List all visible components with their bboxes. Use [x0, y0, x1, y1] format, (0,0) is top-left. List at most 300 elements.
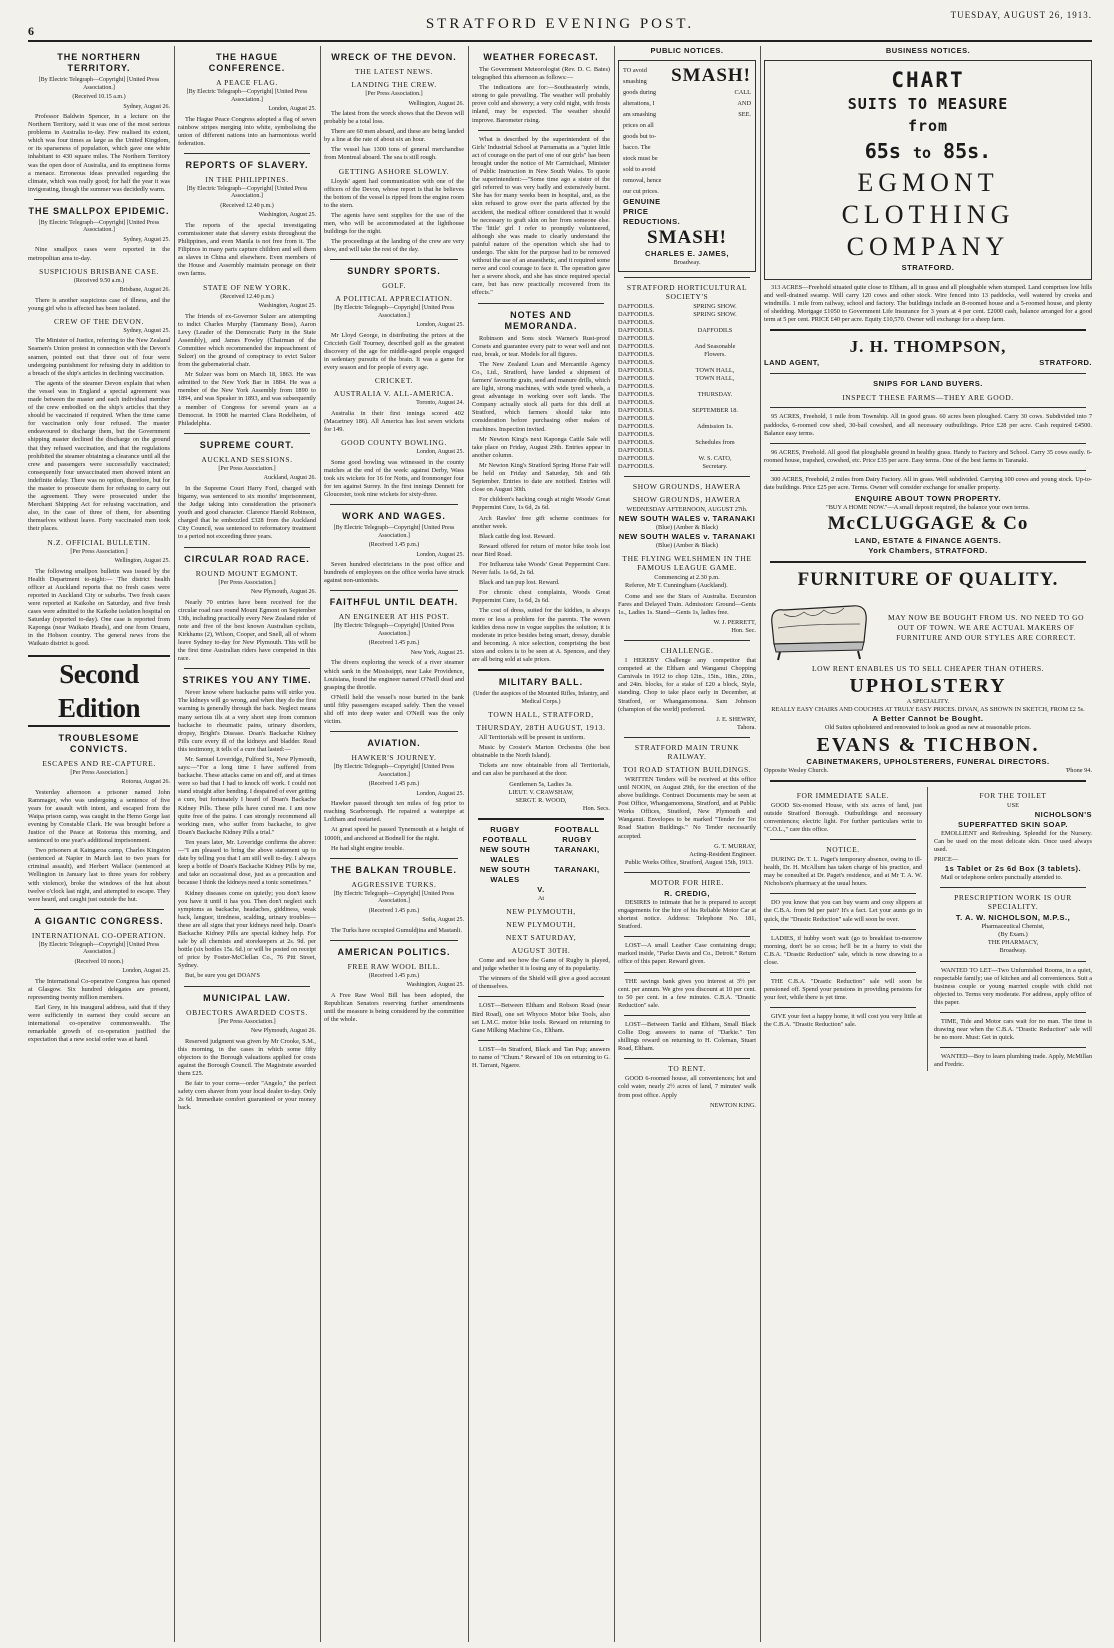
- show-detail: Flowers.: [704, 351, 726, 359]
- advert-body: Kidney diseases come on quietly; you don't know you have it until it has you. Then don't neglect such symptoms as backache, headaches, giddiness, weak back, languor, tiredness, scalding, urinary troubles—these are all signs that your kidneys need help. Doan's Backache Kidney Pills are special kidney help. For sale by all chemists and storekeepers at 2s. 9d. per bottle (six bottles 15s. 6d.) or will be posted on receipt of price by Foster-McClellan Co., 76 Pitt Street, Sydney.: [178, 889, 316, 970]
- note-item: Mr Newton King's next Kaponga Cattle Sale will take place on Friday, August 29th. Entries appear in another column.: [472, 435, 610, 459]
- smash-line: prices on all: [623, 122, 654, 129]
- chart-from: from: [907, 117, 949, 135]
- daffodils-word: DAFFODILS.: [618, 375, 655, 383]
- article-body: Professor Baldwin Spencer, in a lecture on the Northern Territory, said it was one of the most serious problems in Australia to-day. Few realised its extent, which was four times as large as the United Kingdom, or its sparseness of population, which gave one white inhabitant to 430 square miles. The Northern Territory was the open door of Australia, and its emptiness forms a menace. Erroneous ideas prevailed regarding the climate, which was really good; for half the year it was invigorating, though the summer was decidedly warm.: [28, 113, 170, 193]
- daffodil-row: [618, 343, 756, 351]
- headline: WEATHER FORECAST.: [483, 52, 599, 62]
- smash-line: alterations, I: [623, 100, 655, 107]
- article-body: The proceedings at the landing of the crew are very slow, and will take the rest of the day.: [324, 238, 464, 254]
- wire-credit: [By Electric Telegraph—Copyright] [United Press Association.]: [38, 219, 160, 234]
- advert-body: Referee, Mr T. Cunningham (Auckland).: [625, 582, 728, 590]
- headline: A GIGANTIC CONGRESS.: [34, 915, 164, 926]
- divider: [940, 1012, 1086, 1013]
- divider: [624, 1015, 750, 1016]
- article-body: The indications are for:—Southeasterly winds, strong to gale prevailing. The weather will probably prove cold and showery; a very cold night, with frosts inland, may be expected. The weather should improve. Barometer rising.: [472, 84, 610, 124]
- daffodil-row: [618, 399, 756, 407]
- company-name: EGMONT CLOTHING: [841, 168, 1015, 229]
- match-colours: (Blue) (Amber & Black): [655, 524, 719, 532]
- show-detail: SPRING SHOW.: [693, 303, 737, 311]
- subheadline: IN THE PHILIPPINES.: [205, 174, 289, 184]
- headline: CIRCULAR ROAD RACE.: [184, 553, 310, 564]
- chart-advert: [764, 60, 1092, 280]
- smash-right-text: [671, 87, 751, 120]
- divider: [624, 872, 750, 873]
- subheadline: A PEACE FLAG.: [216, 78, 278, 87]
- farms-list: [764, 407, 1092, 492]
- show-detail: DAFFODILS: [697, 327, 733, 335]
- show-detail: And Seasonable: [694, 343, 736, 351]
- column-2: [178, 46, 316, 1642]
- wire-credit: [By Electric Telegraph—Copyright] [United Press Association.]: [333, 623, 455, 637]
- second-edition-banner: Second Edition: [28, 655, 170, 727]
- daffodils-word: DAFFODILS.: [618, 439, 655, 447]
- classified: EMOLLIENT and Refreshing. Splendid for the Nursery. Can be used on the most delicate skin. Once used always used.: [934, 829, 1092, 853]
- classified: GIVE your feet a happy home, it will cost you very little at the C.B.A. "Drastic Reduction" sale.: [764, 1013, 922, 1029]
- dateline: London, August 25.: [416, 790, 464, 797]
- advert-body: Come and see how the Game of Rugby is played, and judge whether it is losing any of its popularity.: [472, 957, 610, 973]
- buy-a-home: "BUY A HOME NOW."—A small deposit required, the balance your own terms.: [826, 504, 1030, 512]
- divider: [624, 476, 750, 477]
- wire-credit: [Per Press Association.]: [70, 769, 128, 776]
- show-detail: Schedules from: [695, 439, 735, 447]
- wire-credit: [Per Press Association.]: [70, 548, 128, 555]
- divider: [330, 858, 458, 859]
- subheadline: GOLF.: [382, 281, 406, 291]
- wire-credit: [By Electric Telegraph—Copyright] [United Press Association.]: [186, 89, 308, 103]
- divider: [478, 130, 604, 131]
- note-item: Robinson and Sons stock Warner's Rust-proof Corsets and guarantee every pair to wear well and not rust, break, or tear. Models for all figures.: [472, 334, 610, 358]
- column-3: [324, 46, 464, 1642]
- advert-body: Come and see the Stars of Australia. Excursion Fares and Delayed Train. Admission: Ground—Gents 1s., Ladies 1s. Stand—Gents 1s, ladies free.: [618, 592, 756, 616]
- received-time: (Received 1.45 p.m.): [368, 781, 420, 788]
- show-detail: TOWN HALL,: [695, 375, 735, 383]
- classified: WANTED—Boy to learn plumbing trade. Apply, McMillan and Fredric.: [934, 1053, 1092, 1069]
- divider: [624, 277, 750, 278]
- wire-credit: [Per Press Association.]: [218, 465, 276, 472]
- smash-line: removal, hence: [623, 177, 662, 184]
- smash-line: smashing: [623, 78, 647, 85]
- classified: LOST—Between Eltham and Robson Road (near Bird Road), one set Whyoco Motor bike Tools, also set L.M.C. motor bike tools. Reward on returning to Gane Milking Machine Co., Eltham.: [472, 1002, 610, 1034]
- dateline: London, August 25.: [416, 322, 464, 329]
- show-detail: [674, 447, 756, 455]
- torent-title: TO RENT.: [668, 1064, 706, 1074]
- advert-body: I HEREBY Challenge any competitor that competed at the Eltham and Wanganui Chopping Carnivals in 1912 to chop 12in., 15in., 18in., 20in., and 24in. blocks, for a stake of £20 a block, Style, standing. Chop to take place early in December, at Stratford, or Whangamomona. Sam Johnson (champion of the world) preferred.: [618, 657, 756, 713]
- received-time: (Received 12.40 p.m.): [220, 293, 274, 300]
- headline: TROUBLESOME CONVICTS.: [58, 732, 140, 754]
- wire-credit: [By Electric Telegraph—Copyright] [United Press Association.]: [38, 77, 160, 91]
- issue-date: TUESDAY, AUGUST 26, 1913.: [950, 10, 1092, 20]
- wire-credit: [By Electric Telegraph—Copyright] [United Press Association.]: [333, 525, 455, 539]
- wire-credit: [By Electric Telegraph—Copyright] [United Press Association.]: [38, 941, 160, 956]
- dateline: London, August 25.: [416, 449, 464, 456]
- price-to: to: [912, 144, 931, 162]
- show-detail: THURSDAY.: [697, 391, 733, 399]
- headline: AVIATION.: [367, 738, 421, 749]
- classified: WANTED TO LET—Two Unfurnished Rooms, in a quiet, respectable family; use of kitchen and all conveniences. Suit a business couple or young married couple with child not objected to. Terms very moderate. For address, apply office of this paper.: [934, 966, 1092, 1006]
- subheadline: N.Z. OFFICIAL BULLETIN.: [47, 537, 151, 547]
- daffodils-word: DAFFODILS.: [618, 367, 655, 375]
- daffodil-row: [618, 455, 756, 463]
- divider: [770, 929, 916, 930]
- subheadline: GETTING ASHORE SLOWLY.: [338, 166, 450, 176]
- headline: THE SMALLPOX EPIDEMIC.: [28, 205, 170, 216]
- wire-credit: [By Electric Telegraph—Copyright] [United Press Association.]: [333, 764, 455, 778]
- exam: (By Exam.): [998, 931, 1028, 939]
- article-body: In the Supreme Court Harry Ford, charged with bigamy, was sentenced to six months' imprisonment, the Judge taking into consideration the prisoner's youth and good character. Clarence Harold Robinson, charged that he embezzled £328 from the Auckland City Council, was sentenced to reformatory treatment to a period not exceeding three years.: [178, 484, 316, 541]
- toilet-use: USE: [1007, 801, 1019, 809]
- company-town: STRATFORD.: [901, 263, 955, 272]
- chart-price: [771, 137, 1085, 167]
- football-place: NEW PLYMOUTH,: [506, 907, 576, 917]
- article-body: Nearly 70 entries have been received for the circular road race round Mount Egmont on September 13th, including practically every New Zealand rider of note and five of the best known Australian cyclists, Kirkhams (2), Wilson, Cooper, and Snell, all of whom leave Sydney to-day for New Plymouth. This will be the first time Australian riders have competed in this race.: [178, 598, 316, 663]
- smash-word: SMASH!: [647, 227, 727, 248]
- divider: [478, 303, 604, 304]
- dateline: London, August 25.: [416, 551, 464, 558]
- column-rule: [174, 46, 175, 1642]
- ball-signature: LIEUT. V. CRAWSHAW,: [508, 788, 574, 796]
- show-detail: Admission 1s.: [696, 423, 734, 431]
- note-item: Black cattle dog lost. Reward.: [479, 532, 555, 540]
- small-ads: [764, 893, 922, 1029]
- signature: NEWTON KING.: [709, 1101, 756, 1109]
- daffodils-word: DAFFODILS.: [618, 359, 655, 367]
- smash-line: AND: [737, 100, 751, 107]
- furniture-block: [764, 592, 1092, 664]
- advertiser-name: CHARLES E. JAMES,: [645, 249, 729, 258]
- dateline: Wellington, August 26.: [408, 100, 464, 107]
- classified: LOST—In Stratford, Black and Tan Pup; answers to name of "Chum." Reward of 10s on returning to G. H. Tarrant, Ngaere.: [472, 1045, 610, 1069]
- football-when: NEXT SATURDAY,: [505, 933, 577, 943]
- farm-listing: 95 ACRES, Freehold, 1 mile from Township. All in good grass. 60 acres been ploughed. Carry 30 cows. Subdivided into 7 paddocks, 6-roomed cow shed, 30-bail cowshed, and all necessary outbuildings. Price £28 per acre. Cash required £4500. Balance easy terms.: [764, 413, 1092, 437]
- toilet-price: PRICE—: [934, 855, 959, 863]
- daffodils-word: DAFFODILS.: [618, 447, 655, 455]
- kickoff-time: Commencing at 2.30 p.m.: [654, 574, 720, 582]
- furniture-copy: MAY NOW BE BOUGHT FROM US. NO NEED TO GO OUT OF TOWN. WE ARE ACTUAL MAKERS OF FURNITURE AND OUR STYLES ARE CORRECT.: [888, 613, 1084, 643]
- subheadline: HAWKER'S JOURNEY.: [351, 753, 437, 763]
- subheadline: A POLITICAL APPRECIATION.: [335, 294, 453, 304]
- received-time: (Received 10 noon.): [74, 958, 124, 965]
- show-detail: [674, 383, 756, 391]
- column-rule: [320, 46, 321, 1642]
- team-name: NEW SOUTH WALES: [479, 844, 531, 864]
- classified: GOOD 6-roomed house, all conveniences; hot and cold water, nearly 2½ acres of land, 7 minutes' walk from post office. Apply: [618, 1075, 756, 1099]
- subheadline: CRICKET.: [374, 376, 414, 386]
- signature: Acting-Resident Engineer.: [689, 850, 756, 858]
- advert-body: But, be sure you get DOAN'S: [185, 972, 260, 980]
- divider: [478, 818, 604, 820]
- headline: STRIKES YOU ANY TIME.: [182, 675, 312, 686]
- divider: [770, 373, 1086, 374]
- toilet-soap: SUPERFATTED SKIN SOAP.: [958, 819, 1068, 829]
- show-detail: [674, 415, 756, 423]
- smash-layout: [623, 65, 751, 197]
- ball-signature: SERGT. R. WOOD,: [515, 796, 567, 804]
- daffodil-row: [618, 383, 756, 391]
- show-detail: [674, 359, 756, 367]
- smash-line: TO avoid: [623, 67, 647, 74]
- classified: LOST—Between Tariki and Eltham, Small Black Collie Dog; answers to name of "Darkie." Ten shillings reward on returning to H. Coleman, Stuart Road, Eltham.: [618, 1020, 756, 1053]
- dateline: New Plymouth, August 26.: [250, 1028, 316, 1035]
- advert-body: Music by Crosier's Marton Orchestra (the best obtainable in the North Island).: [472, 744, 610, 760]
- daffodils-word: DAFFODILS.: [618, 455, 655, 463]
- daffodils-word: DAFFODILS.: [618, 303, 655, 311]
- daffodil-row: [618, 327, 756, 335]
- daffodils-word: DAFFODILS.: [618, 351, 655, 359]
- article-body: The International Co-operative Congress has opened at Glasgow. Six hundred delegates are present, representing twenty million members.: [28, 977, 170, 1001]
- show-detail: [674, 335, 756, 343]
- divan-sketch-icon: [764, 594, 874, 662]
- smash-line: sold to avoid: [623, 166, 656, 173]
- classified: Mail or telephone orders punctually attended to.: [941, 874, 1063, 882]
- football-label: FOOTBALL RUGBY: [554, 824, 600, 844]
- dateline: New York, August 25.: [410, 649, 464, 656]
- classified: LOST—A small Leather Case containing drugs; marked inside, "Parke Davis and Co., Detroit." Return office of this paper. Reward given.: [618, 942, 756, 966]
- chart-wordmark: CHART: [891, 68, 965, 92]
- advert-body: Public Works Office, Stratford, August 15th, 1913.: [625, 858, 753, 866]
- section-header: PUBLIC NOTICES.: [650, 46, 724, 55]
- motor-title: MOTOR FOR HIRE.: [650, 877, 724, 887]
- evans-line: [764, 767, 1092, 775]
- divider: [770, 972, 916, 973]
- classified: THE C.B.A. "Drastic Reduction" sale will soon be pensioned off. Spend your pensions in providing pensions for your feet, while there is yet time.: [764, 978, 922, 1002]
- wire-credit: [Per Press Association.]: [365, 91, 423, 97]
- article-body: Two prisoners at Kaingaroa camp, Charles Kingston (sentenced at Napier in March last to two years for criminal assault), and Herbert Wallace (sentenced at Wellington in January last to three years for robbery with violence), broke the windows of the hut about twelve o'clock last night, and attempted to escape. They were heard, and caught just outside the hut.: [28, 847, 170, 903]
- mccluggage-addr: York Chambers, STRATFORD.: [868, 546, 988, 556]
- ball-venue: TOWN HALL, STRATFORD,: [488, 710, 594, 720]
- show-detail: TOWN HALL,: [695, 367, 735, 375]
- divider: [770, 893, 916, 894]
- match-line: NEW SOUTH WALES v. TARANAKI: [618, 514, 756, 524]
- note-item: For children's hacking cough at night Woods' Great Peppermint Cure, 1s 6d, 2s 6d.: [472, 496, 610, 512]
- agent-line: [764, 358, 1092, 368]
- column-4: [472, 46, 610, 1642]
- divider: [940, 961, 1086, 962]
- article-body: Mr Lloyd George, in distributing the prizes at the Criccieth Golf Tourney, described golf as the greatest discovery of the age for middle-aged people engaged in sedentary pursuits of the brain. It was a game for every season and for people of every age.: [324, 331, 464, 372]
- snips-heading: SNIPS FOR LAND BUYERS.: [873, 379, 983, 389]
- daffodil-row: [618, 367, 756, 375]
- masthead-rule: [28, 40, 1092, 42]
- masthead: [28, 10, 1092, 46]
- dateline: Wellington, August 25.: [114, 558, 170, 565]
- divider: [770, 839, 916, 840]
- ball-signature: Hon. Secs.: [582, 804, 610, 812]
- classified: LADIES, if hubby won't wait (go to breakfast to-morrow morning, don't be so cross; he'll be in a hurry to visit the C.B.A. "Drastic Reduction" sale, which is now drawing to a close.: [764, 934, 922, 966]
- divider: [34, 909, 164, 910]
- bottom-left: [764, 787, 928, 1072]
- headline: MUNICIPAL LAW.: [203, 992, 291, 1003]
- subheadline: SUSPICIOUS BRISBANE CASE.: [39, 266, 159, 276]
- divider: [330, 259, 458, 260]
- article-body: Reserved judgment was given by Mr Crooke, S.M., this morning, in the cases in which some fifty objectors to the Borough valuations applied for costs against the Borough Council. The Magistrate awarded them £25.: [178, 1037, 316, 1077]
- article-body: The agents have sent supplies for the use of the men, who will be accommodated at the lighthouse buildings for the night.: [324, 211, 464, 236]
- football-when: AUGUST 30TH.: [511, 946, 571, 956]
- daffodil-row: [618, 375, 756, 383]
- dateline: Washington, August 25.: [258, 303, 316, 310]
- article-body: A Free Raw Wool Bill has been adopted, the Republican Senators reserving further amendments until the measure is being considered by the committee of the whole.: [324, 991, 464, 1024]
- divider: [478, 1040, 604, 1041]
- agent-town: STRATFORD.: [1039, 358, 1092, 368]
- divider: [770, 470, 1086, 471]
- advert-body: Tickets are now obtainable from all Territorials, and can also be purchased at the door.: [472, 762, 610, 778]
- article-body: The friends of ex-Governor Sulzer are attempting to indict Charles Murphy (Tammany Boss), Aaron Levy (Leader of the Democratic Party in the State Assembly), and James Fowley (Chairman of the Committee which recommended the impeachment of Sulzer) on the ground of conspiracy to evict Sulzer from the gubernatorial chair.: [178, 312, 316, 369]
- football-match: [472, 865, 610, 885]
- team-name: NEW SOUTH WALES: [479, 864, 531, 884]
- column-rule: [468, 46, 469, 1642]
- subheadline: CREW OF THE DEVON.: [53, 316, 145, 326]
- dateline: Sydney, August 26.: [123, 103, 170, 110]
- daffodil-row: [618, 431, 756, 439]
- smash-line: am smashing: [623, 111, 657, 118]
- headline: THE NORTHERN TERRITORY.: [57, 52, 141, 73]
- sale-title: FOR IMMEDIATE SALE.: [796, 790, 890, 800]
- daffodils-word: DAFFODILS.: [618, 311, 655, 319]
- subheadline: FREE RAW WOOL BILL.: [347, 961, 441, 971]
- divider: [330, 731, 458, 732]
- daffodil-row: [618, 351, 756, 359]
- divider: [330, 940, 458, 941]
- advert-body: Be fair to your corns—order "Angelo," the perfect safety corn shaver from your local dealer to-day. Only 2s 6d. Immediate comfort guaranteed or your money back.: [178, 1080, 316, 1112]
- daffodil-row: [618, 447, 756, 455]
- daffodils-word: DAFFODILS.: [618, 335, 655, 343]
- versus: V.: [537, 884, 545, 894]
- notes-list: [472, 335, 610, 606]
- article-body: Earl Grey, in his inaugural address, said that if they were sufficiently in earnest they could secure an international co-operative commonwealth. The remarkable growth of co-operation justified the expectation that a new social order was at hand.: [28, 1004, 170, 1044]
- headline: SUPREME COURT.: [199, 439, 295, 450]
- article-body: The agents of the steamer Devon explain that when the vessel was in England a special agreement was made between the master and each individual member of the crew embodied on the ship's articles that they should be vaccinated if required. When the time came for vaccination only four refused. The master endeavoured to discharge them, but the Government shipping master declined the discharge on the ground that they refused vaccination, and that the regulations prohibited the steamer obtaining a clearance until all the crew and passengers were successfully vaccinated; consequently four unvaccinated men showed intent an indefinite delay. There was no option, therefore, but for the master to prosecute them for refusing to carry out the agreement. They were prosecuted under the Merchant Shipping Act for refusing vaccination, and also, in the case of three of them, for absenting themselves without leave. Forty vaccinated men took their places.: [28, 379, 170, 533]
- daffodils-word: DAFFODILS.: [618, 399, 655, 407]
- ball-auspices: (Under the auspices of the Mounted Rifles, Infantry, and Medical Corps.): [473, 691, 609, 705]
- divider: [770, 329, 1086, 331]
- mccluggage-name: McCLUGGAGE & Co: [827, 513, 1029, 535]
- inspect-heading: INSPECT THESE FARMS—THEY ARE GOOD.: [842, 393, 1014, 403]
- column-1: [28, 46, 170, 1642]
- company-name: COMPANY: [846, 232, 1010, 261]
- received-time: (Received 1.45 p.m.): [368, 907, 420, 914]
- subheadline: AGGRESSIVE TURKS.: [351, 879, 437, 889]
- daffodils-word: DAFFODILS.: [618, 383, 655, 391]
- article-body: O'Neill held the vessel's nose buried in the bank until fifty passengers escaped safely. Then the vessel slid off into deep water and O'Neill was the only victim.: [324, 693, 464, 726]
- column-6: [764, 46, 1092, 1642]
- article-body: Australia in their first innings scored 402 (Macartney 186). All America has lost seven wickets for 149.: [324, 409, 464, 434]
- advertiser-address: Broadway.: [673, 259, 701, 266]
- evans-name: EVANS & TICHBON.: [816, 733, 1040, 756]
- article-body: There are 60 men aboard, and these are being landed by a line at the rate of about six an hour.: [324, 128, 464, 144]
- note-item: Black and tan pup lost. Reward.: [479, 579, 560, 587]
- headline: AMERICAN POLITICS.: [337, 946, 451, 957]
- wire-credit: [By Electric Telegraph—Copyright] [United Press Association.]: [333, 890, 455, 905]
- smash-line: CALL: [734, 89, 751, 96]
- smash-price: PRICE: [623, 207, 649, 216]
- better: A Better Cannot be Bought.: [872, 714, 984, 724]
- football-label: RUGBY FOOTBALL: [482, 824, 528, 844]
- subheadline: LANDING THE CREW.: [351, 80, 437, 89]
- classified: THE savings bank gives you interest at 3½ per cent. per annum. We give you discount at 10 per cent. to 50 per cent. in a few minutes. C.B.A. "Drastic Reduction" sale.: [618, 977, 756, 1009]
- broadway: Broadway.: [999, 947, 1027, 955]
- divider: [34, 199, 164, 200]
- daffodils-word: DAFFODILS.: [618, 423, 655, 431]
- signature: Tahora.: [737, 723, 756, 731]
- daffodil-row: [618, 391, 756, 399]
- paper-title: STRATFORD EVENING POST.: [425, 16, 695, 32]
- advert-body: The winners of the Shield will give a good account of themselves.: [472, 975, 610, 991]
- classified: GOOD Six-roomed House, with six acres of land, just outside Stratford Borough. Outbuildings and necessary conveniences; electric light. For further particulars write to "C.O.L.," care this office.: [764, 801, 922, 833]
- daffodils-advert: [618, 303, 756, 471]
- agent-name: J. H. THOMPSON,: [849, 337, 1007, 357]
- wire-credit: [By Electric Telegraph—Copyright] [United Press Association.]: [186, 185, 308, 200]
- section-header: BUSINESS NOTICES.: [885, 46, 971, 55]
- column-rule: [760, 46, 761, 1642]
- daffodil-row: [618, 415, 756, 423]
- horticultural-title: STRATFORD HORTICULTURAL SOCIETY'S: [626, 283, 748, 302]
- railway-subtitle: TOI ROAD STATION BUILDINGS.: [622, 764, 752, 774]
- divider: [624, 936, 750, 937]
- article-body: The cost of dress, suited for the kiddies, is always more or less a problem for the parents. The woven kiddies dress now in vogue supplies the solution; it is moderate in price besides being smart, dressy, durable and becoming. A nice selection, comprising the best sizes and colors is to be seen at A. Spences, and they are all being sold at sale prices.: [472, 607, 610, 663]
- smash-line: goods during: [623, 89, 657, 96]
- football-at: At: [537, 894, 545, 902]
- article-body: The following smallpox bulletin was issued by the Health Department to-night:— The district health officer at Auckland reports that no fresh cases were reported in Auckland City or suburbs. Two fresh cases were reported at Kaikohe on Saturday, and five fresh cases were admitted to the Kaikohe isolation hospital on Saturday (reported to-day). One case is reported from Kaponga (near Waikato Heads), and one from Oruaru, in the Hobson country. The general news from the Waikato district is good.: [28, 567, 170, 648]
- subheadline: OBJECTORS AWARDED COSTS.: [186, 1007, 308, 1017]
- dateline: Sydney, August 25.: [123, 327, 170, 334]
- article-body: The Hague Peace Congress adopted a flag of seven rainbow stripes merging into white, symbolising the union of different nations into an harmonious world federation.: [178, 115, 316, 147]
- dateline: London, August 25.: [268, 106, 316, 112]
- headline: THE BALKAN TROUBLE.: [331, 864, 457, 875]
- bottom-right: [934, 787, 1092, 1072]
- article-body: The vessel has 1300 tons of general merchandise from Montreal aboard. The sea is still rough.: [324, 146, 464, 162]
- bottom-split: [764, 787, 1092, 1072]
- divider: [770, 561, 1086, 563]
- land-listing: 313 ACRES—Freehold situated quite close to Eltham, all in grass and all ploughable when stumped. Land comprises low hills and well-drained swamp. Will carry 120 cows and other stock. Wire fenced into 13 paddocks, well watered by creeks and windmills. 1 mile from railway, school and factory. The buildings include an 8-roomed house and a 5-roomed house, and plenty of shedding. Mortgage £1050 to Government Life Insurance for 3 years at 4 per cent. £2000 cash, balance arranged for a good term at 5 per cent. PRICE £40 per acre. Equity £10,570. Owner will exchange for a sheep farm.: [764, 284, 1092, 324]
- daffodils-word: DAFFODILS.: [618, 463, 655, 471]
- received-time: (Received 9.50 a.m.): [73, 277, 125, 284]
- smash-line: stock must be: [623, 155, 658, 162]
- dateline: Toronto, August 24.: [416, 400, 464, 407]
- smash-genuine: GENUINE: [623, 197, 661, 206]
- evans-opposite: Opposite Wesley Church.: [764, 766, 829, 774]
- challenge-title: CHALLENGE.: [660, 646, 714, 656]
- daffodils-word: DAFFODILS.: [618, 431, 655, 439]
- mccluggage-sub: LAND, ESTATE & FINANCE AGENTS.: [854, 536, 1002, 546]
- headline: FAITHFUL UNTIL DEATH.: [329, 597, 459, 608]
- old-suites: Old Suites upholstered and renovated to look as good as new at reasonable prices.: [824, 724, 1032, 732]
- advert-body: Mr. Samuel Loveridge, Fulford St., New Plymouth, says:—"For a long time I have suffered from backache. These attacks came on and off, and at times were so bad that I had to knock off work. I could not stand straight after bending. I despaired of ever getting a cure, but fortunately I heard of Doan's Backache Kidney Pills. These pills have cured me. I am now quite free of the pains. I can strongly recommend all working men, who suffer from backache, to give Doan's Backache Kidney Pills a trial.": [178, 756, 316, 836]
- easy-chairs: REALLY EASY CHAIRS AND COUCHES AT TRULY EASY PRICES. DIVAN, AS SHOWN IN SKETCH, FROM £2 5s.: [771, 706, 1085, 714]
- notice-title: NOTICE.: [826, 844, 860, 854]
- football-match: [472, 845, 610, 865]
- divider: [184, 433, 310, 434]
- daffodil-row: [618, 335, 756, 343]
- article-body: What is described by the superintendent of the Girls' Industrial School at Parramatta as a "quiet little act of courage on the part of one of our girls" has been brought under the notice of Mr Carmichael, Minister of Public Instruction in New South Wales. To quote the superintendent:—"Some time ago a sister of the girl referred to was very badly and extensively burnt. She has for many weeks been in hospital, and, as the skin refused to grow over the parts affected by the accident, the medical officer considered that it would be necessary to graft skin on her from someone else. The 'little' girl I refer to promptly volunteered, although she was made to clearly understand the painful nature of the operation which she had to undergo. The skin for the purpose had to be removed without the use of an anaesthetic, and it required some nerve and cool courage to face it. The operation gave her a severe shock, and she has since required special care, but has now practically recovered from its effects.": [472, 135, 610, 297]
- show-detail: [674, 319, 756, 327]
- speciality: A SPECIALITY.: [906, 698, 950, 706]
- signature: Hon. Sec.: [731, 626, 756, 634]
- divider: [478, 669, 604, 671]
- divider: [770, 407, 1086, 408]
- smash-advert: [618, 60, 756, 272]
- advert-body: Never know where backache pains will strike you. The kidneys will go wrong, and when they do the first warning is generally through the back. Neglect means many serious ills at a very short step from common backache to rheumatic pains, urinary disorders, dropsy, Bright's Disease. Doan's Backache Kidney Pills cure every ill of the kidneys and bladder. Read this testimony, it tells of a cure that lasted:—: [178, 689, 316, 753]
- article-body: Yesterday afternoon a prisoner named John Rammager, who was undergoing a sentence of five years for assault with intent, and escaped from the Waipa prison camp, was caught in the Hemo Gorge last evening by Constable Clark. He was brought before a Justice of the Peace at Rotorua this morning, and sentenced to one year's additional imprisonment.: [28, 788, 170, 845]
- daffodil-row: [618, 423, 756, 431]
- smash-line: bacco. The: [623, 144, 651, 151]
- divider: [940, 887, 1086, 888]
- flying-welshmen: THE FLYING WELSHMEN IN THE FAMOUS LEAGUE GAME.: [622, 554, 752, 573]
- article-body: The Turks have occupied Gumuldjina and Mastanli.: [331, 926, 462, 934]
- daffodil-row: [618, 319, 756, 327]
- advert-body: Ten years later, Mr. Loveridge confirms the above:—"I am pleased to bring the above statement up to date by telling you that I am still well to-day. I always keep a bottle of Doan's Backache Kidney Pills by me, and take an occasional dose, just as a precaution and because I think the kidneys need a tonic sometimes.": [178, 838, 316, 887]
- toilet-title: FOR THE TOILET: [979, 790, 1047, 800]
- subheadline: AUCKLAND SESSIONS.: [201, 454, 293, 464]
- daffodil-row: [618, 359, 756, 367]
